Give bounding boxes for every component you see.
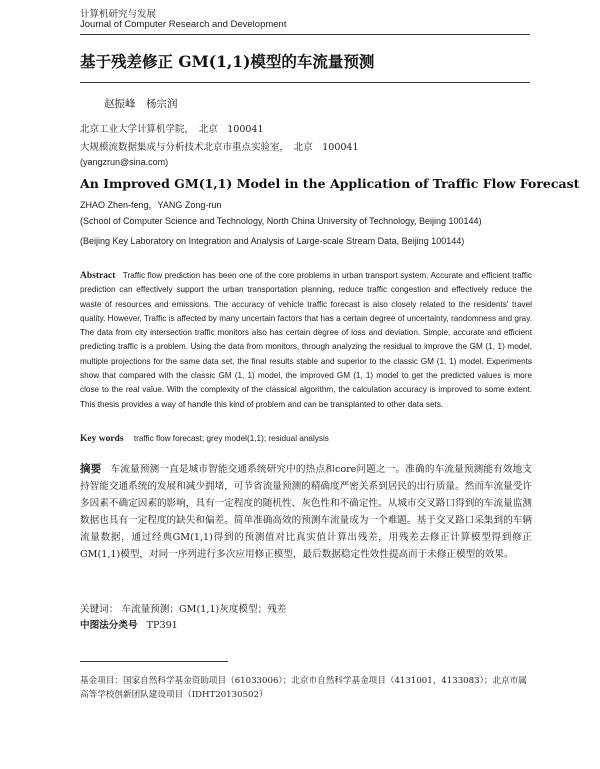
abstract-en	[80, 269, 532, 412]
authors-en: ZHAO Zhen-feng，YANG Zong-run	[80, 200, 222, 210]
header-rule	[80, 34, 530, 35]
affiliation-en-2: (Beijing Key Laboratory on Integration and Analysis of Large-scale Stream Data, Beijing 100144)	[80, 236, 465, 246]
keywords-label: Key words	[80, 434, 124, 444]
paper-title-cn: 基于残差修正 GM(1,1)模型的车流量预测	[80, 52, 375, 71]
zhaiyao-label: 摘要	[80, 463, 102, 475]
clc-label: 中图法分类号	[80, 620, 138, 631]
affiliation-cn-1: 北京工业大学计算机学院， 北京 100041	[80, 124, 264, 135]
abstract-label: Abstract	[80, 271, 116, 281]
classification-number	[80, 617, 178, 631]
keywords-cn-label: 关键词	[80, 604, 109, 615]
keywords-text: traffic flow forecast; grey model(1,1); residual analysis	[133, 434, 329, 443]
title-rule	[80, 82, 530, 83]
keywords-cn-text: 车流量预测；GM(1,1)灰度模型；残差	[121, 604, 287, 615]
footnote-rule	[80, 661, 228, 662]
journal-name-cn: 计算机研究与发展	[80, 9, 157, 20]
paper-title-en: An Improved GM(1,1) Model in the Application of Traffic Flow Forecast	[80, 176, 580, 191]
abstract-text: Traffic flow prediction has been one of the core problems in urban transport system. Accurate and efficient traffic prediction can effectively support the urban transportation planning, reduce traffic congestion and effectively reduce the waste of resources and emissions. The accuracy of vehicle traffic forecast is also closely related to the residents' travel quality. However, Traffic is affected by many uncertain factors that has a certain degree of uncertainty, randomness and gray. The data from city intersection traffic monitors also has certain degree of loss and deviation. Simple, accurate and efficient predicting traffic is a problem. Using the data from monitors, through analyzing the residual to improve the GM (1, 1) model, multiple projections for the same data set, the final results stable and superior to the classic GM (1, 1) model. Experiments show that compared with the classic GM (1, 1) model, the improved GM (1, 1) model to get the predicted values is more close to the real value. With the complexity of the classical algorithm, the calculation accuracy is improved to some extent. This thesis provides a way of handle this kind of problem and can be transplanted to other data sets.	[80, 271, 532, 409]
abstract-cn	[80, 461, 532, 563]
affiliation-cn-2: 大规模流数据集成与分析技术北京市重点实验室， 北京 100041	[80, 142, 359, 153]
author-email: (yangzrun@sina.com)	[80, 157, 169, 167]
keywords-cn: 关键词： 车流量预测；GM(1,1)灰度模型；残差	[80, 604, 287, 615]
funding-footnote: 基金项目：国家自然科学基金资助项目（61033006）；北京市自然科学基金项目（4131001，4133083）；北京市属高等学校创新团队建设项目（IDHT20130502）	[80, 676, 527, 700]
affiliation-en-1: (School of Computer Science and Technology, North China University of Technology, Beijing 100144)	[80, 216, 482, 226]
zhaiyao-text: 车流量预测一直是城市智能交通系统研究中的热点和core问题之一。准确的车流量预测能有效地支持智能交通系统的发展和减少拥堵，可节省流量预测的精确度严密关系到居民的出行质量。然而车流量受许多因素不确定因素的影响，具有一定程度的随机性、灰色性和不确定性。从城市交叉路口得到的车流量监测数据也具有一定程度的缺失和偏差。简单准确高效的预测车流量成为一个难题。基于交叉路口采集到的车辆流量数据，通过经典GM(1,1)得到的预测值对比真实值计算出残差，用残差去修正计算模型得到修正GM(1,1)模型，对同一序列进行多次应用修正模型，最后数据稳定性效性提高而于未修正模型的效果。	[80, 464, 532, 560]
clc-value: TP391	[146, 620, 178, 631]
journal-name-en: Journal of Computer Research and Development	[80, 19, 287, 30]
authors-cn: 赵振峰 杨宗润	[104, 98, 178, 110]
keywords-en	[80, 434, 329, 444]
